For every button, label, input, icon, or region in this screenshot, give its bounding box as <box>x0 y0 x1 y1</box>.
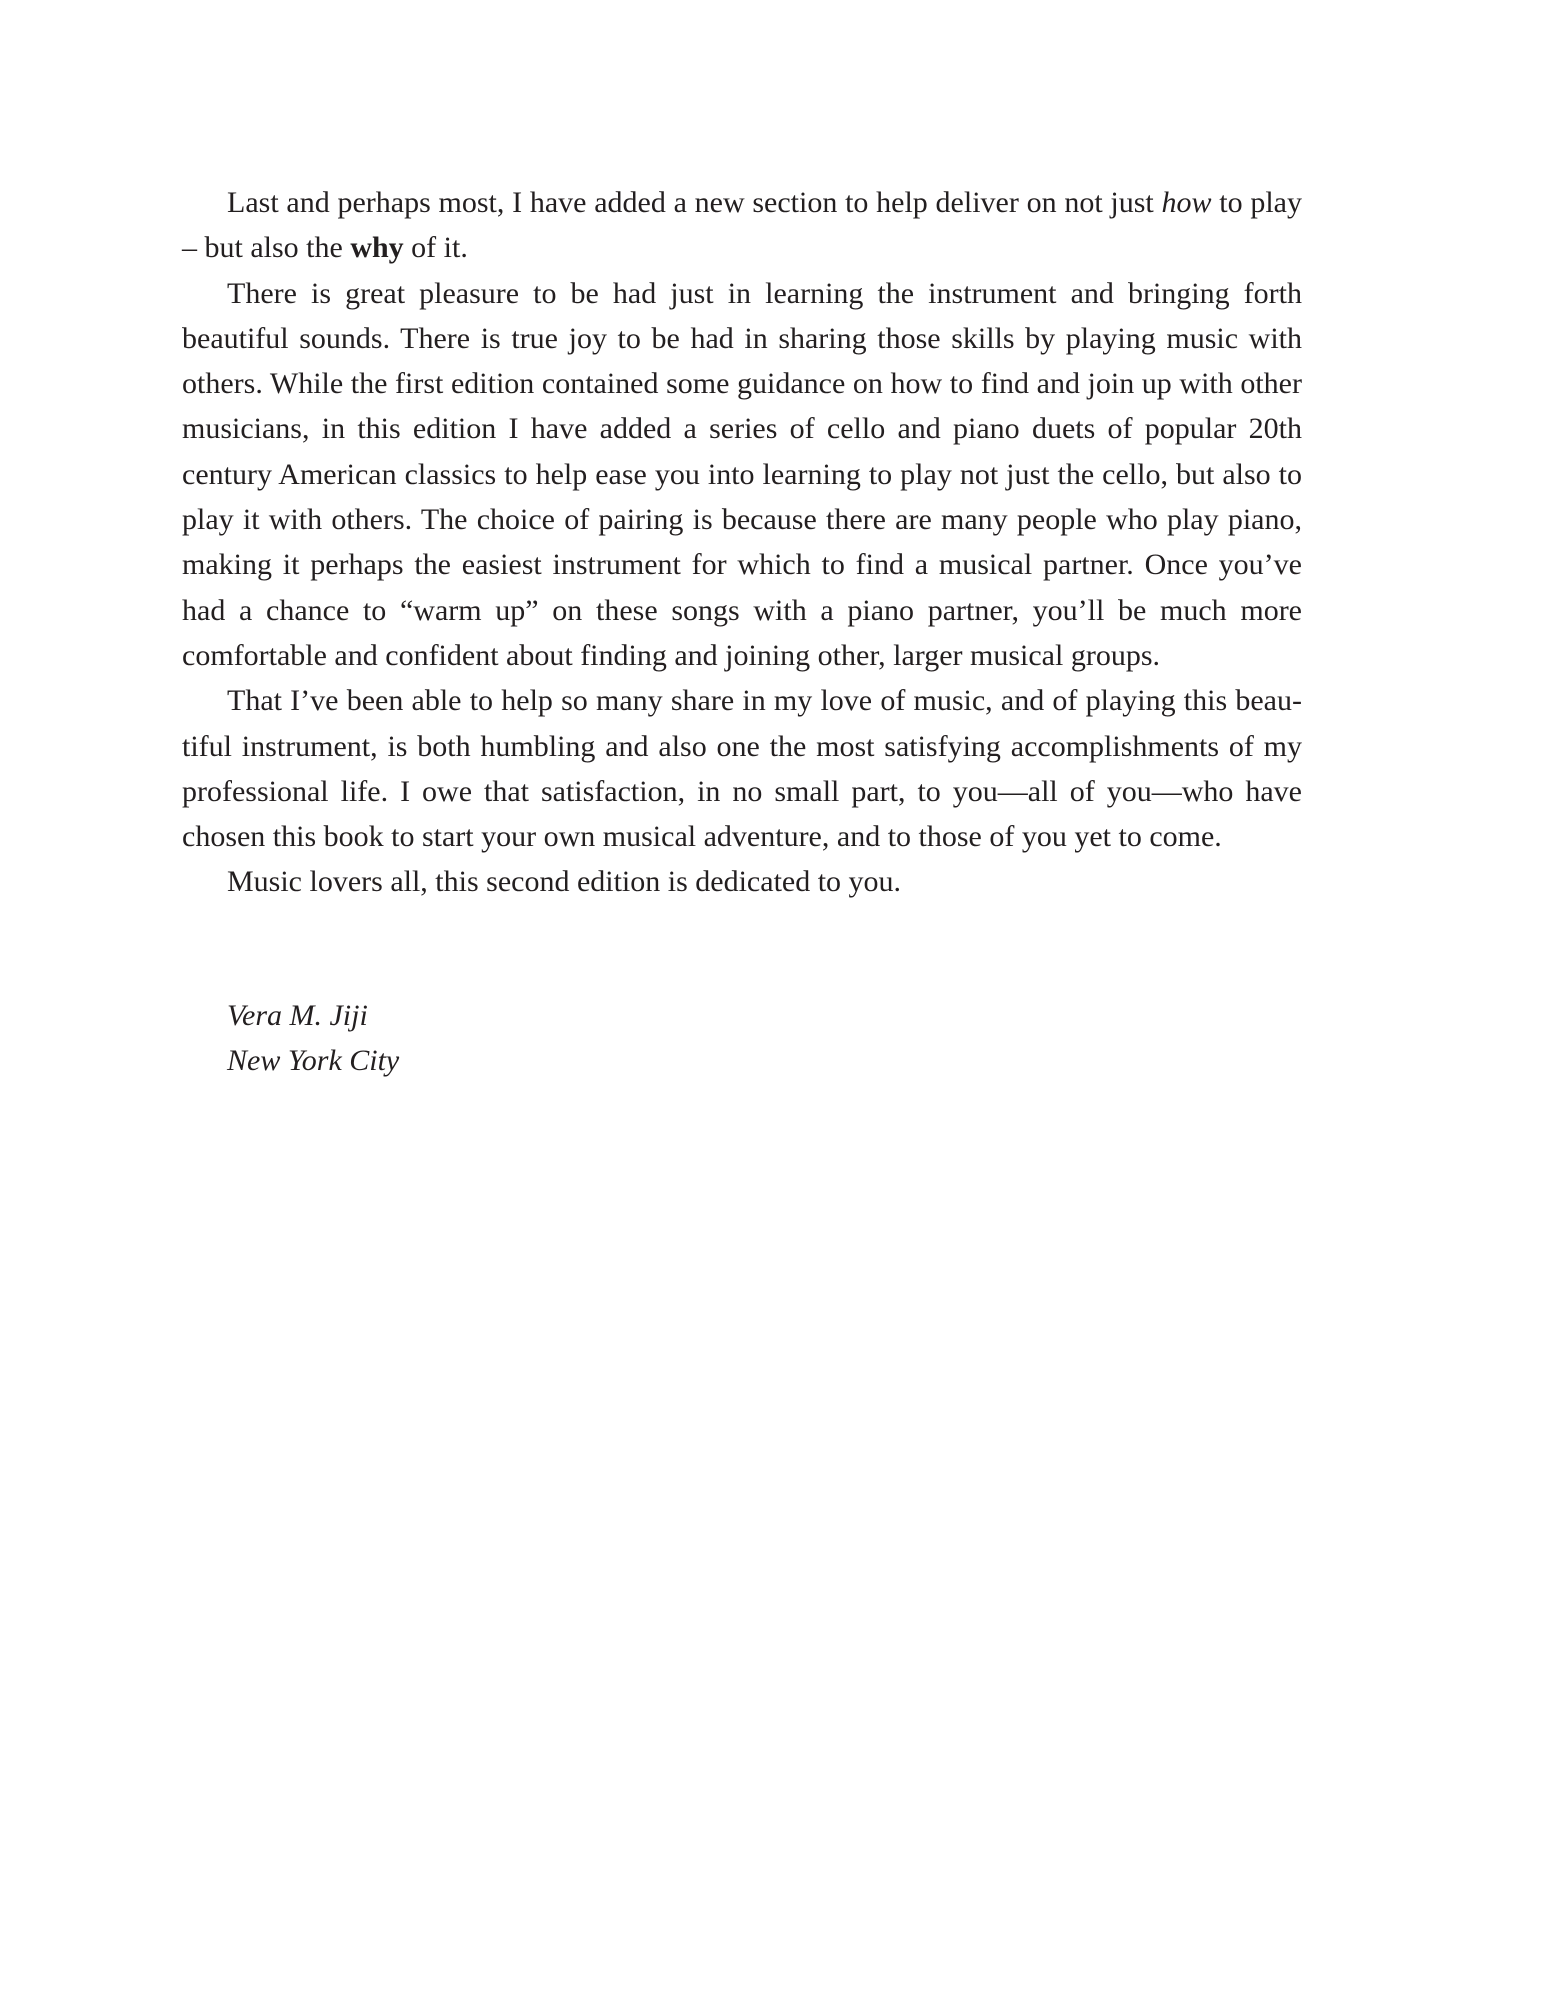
paragraph-1-text-b: to play – but also the <box>182 186 1302 265</box>
paragraph-1-text-c: of it. <box>403 231 468 265</box>
paragraph-2: There is great pleasure to be had just in learning the instrument and bringing forth beautiful sounds. There is true joy to be had in sharing those skills by playing music with others. While the first edition contained some guidance on how to find and join up with other musicians, in this edition I have added a series of cello and piano duets of popular 20th century American classics to help ease you into learning to play not just the cello, but also to play it with others. The choice of pairing is because there are many people who play piano, making it perhaps the easiest instrument for which to find a musical partner. Once you’ve had a chance to “warm up” on these songs with a piano partner, you’ll be much more comfortable and confident about finding and joining other, larger musical groups. <box>182 276 1302 672</box>
emphasis-how: how <box>1161 186 1212 219</box>
paragraph-1 <box>182 180 1302 271</box>
signature-location: New York City <box>227 1044 400 1077</box>
paragraph-1-text-a: Last and perhaps most, I have added a new section to help deliver on not just <box>227 186 1162 219</box>
paragraph-4: Music lovers all, this second edition is dedicated to you. <box>227 865 902 899</box>
signature-author: Vera M. Jiji <box>227 999 368 1032</box>
body-text <box>182 180 1302 905</box>
paragraph-3: That I’ve been able to help so many share in my love of music, and of playing this beautiful instrument, is both humbling and also one the most satisfying accomplishments of my professional life. I owe that satisfaction, in no small part, to you—all of you—who have chosen this book to start your own musical adventure, and to those of you yet to come. <box>182 684 1302 854</box>
emphasis-why: why <box>350 231 404 265</box>
signature-block <box>227 993 399 1083</box>
